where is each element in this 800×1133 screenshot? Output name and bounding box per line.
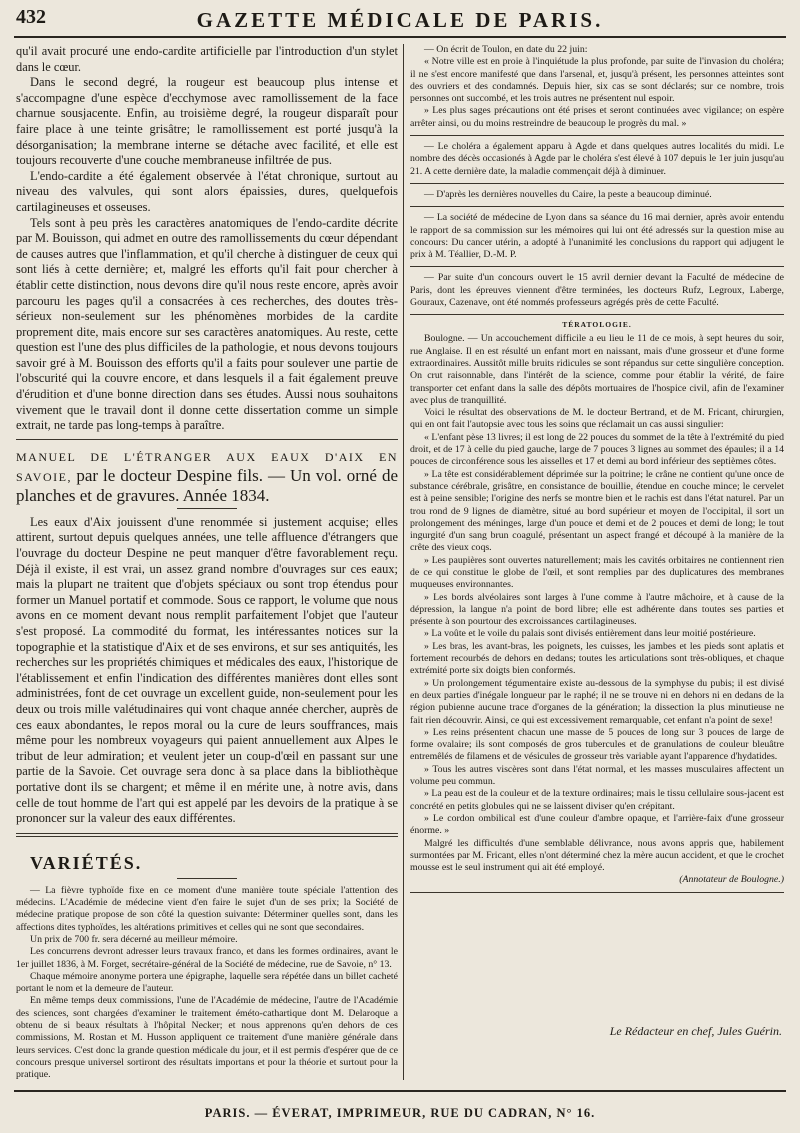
paragraph: Un prix de 700 fr. sera décerné au meilleur mémoire.	[30, 933, 238, 945]
end-rule	[410, 892, 784, 893]
paragraph: « L'enfant pèse 13 livres; il est long de 22 pouces du sommet de la tête à l'extrémité du pied droit, et de 17 à celle du pied gauche, large de 7 pouces 3 lignes au sommet des épaules; il a 14 pouces de circonférence sous les aisselles et 17 et demi au bord inférieur des septièmes côtes.	[410, 431, 784, 468]
paragraph: — La fièvre typhoïde fixe en ce moment d'une manière toute spéciale l'attention des médecins. L'Académie de médecine vient d'en faire le sujet d'un de ses prix; la Société de médecine pratique propose de son côté la question suivante: Déterminer quelles sont, dans les affections dites typhoïdes, les altérations primitives et celles qui ne sont que secondaires.	[16, 884, 398, 933]
paragraph: — La société de médecine de Lyon dans sa séance du 16 mai dernier, après avoir entendu le rapport de sa commission sur les mémoires qui lui ont été adressés sur la question mise au concours: Du cancer utérin, a adopté à l'unanimité les conclusions du rapport qui adjugent le prix à M. Téallier, D.-M. P.	[410, 212, 784, 261]
news-rule	[410, 206, 784, 207]
paragraph: Les eaux d'Aix jouissent d'une renommée si justement acquise; elles attirent, surtout depuis quelques années, une telle affluence d'étrangers que l'ouvrage du docteur Despine ne peut manquer d'être favorablement reçu. Déjà il existe, il est vrai, un assez grand nombre d'ouvrages sur ces eaux; mais la plupart ne traitent que d'objets spéciaux ou sont trop étendus pour former un Manuel portatif et commode. Sous ce rapport, le volume que nous avons en ce moment devant nous remplit parfaitement l'objet que l'auteur s'est proposé. La commodité du format, les intéressantes notices sur la topographie et la statistique d'Aix et de ses environs, et sur ses antiquités, les recherches sur les propriétés chimiques et médicales des eaux, l'historique de l'établissement et enfin l'indication des différentes manières dont elles sont administrées, font de cet ouvrage un excellent guide, non-seulement pour les deux ou trois mille valétudinaires qui vont chaque année chercher, auprès de ces eaux abondantes, le repos moral ou la cure de leurs souffrances, mais même pour les nombreux voyageurs qui paient annuellement aux Alpes le tribut de leur admiration; et veulent jeter un coup-d'œil en passant sur une partie de la Savoie. Cet ouvrage sera donc à sa place dans la bibliothèque portative dont ils se chargent; et même il en mérite une, à notre avis, dans celle de tout homme de l'art qui est appelé par les devoirs de la pratique à se prononcer sur la valeur des eaux différentes.	[16, 514, 398, 826]
short-rule	[177, 508, 237, 509]
paragraph: » Les bras, les avant-bras, les poignets, les cuisses, les jambes et les pieds sont aplatis et fortement recourbés de dehors en dedans; toutes les articulations sont très-obliques, et chaque extrémité porte six doigts bien conformés.	[410, 640, 784, 677]
book-review-title	[16, 448, 398, 506]
paragraph: » Les bords alvéolaires sont larges à l'une comme à l'autre mâchoire, et à cause de la dépression, la langue n'a point de bord libre; elle est adhérente dans toutes ses parties et présente à son pourtour des excroissances cartilagineuses.	[410, 591, 784, 628]
book-title-line-2: par le docteur Despine fils. — Un vol. orné de planches et de gravures. Année 1834.	[16, 465, 398, 505]
paragraph: » La voûte et le voile du palais sont divisés entièrement dans leur moitié postérieure.	[424, 628, 756, 640]
paragraph: — Par suite d'un concours ouvert le 15 avril dernier devant la Faculté de médecine de Paris, dont les épreuves viennent d'être terminées, les docteurs Rufz, Legroux, Laberge, Gouraux, Cazenave, ont été nommés professeurs agrégés près de cette Faculté.	[410, 272, 784, 309]
left-column	[16, 44, 398, 1080]
varietes-heading: VARIÉTÉS.	[30, 852, 143, 873]
paragraph: qu'il avait procuré une endo-cardite artificielle par l'introduction d'un stylet dans le cœur.	[16, 44, 398, 74]
printer-footer: PARIS. — ÉVERAT, IMPRIMEUR, RUE DU CADRAN, N° 16.	[14, 1090, 786, 1121]
paragraph: » La peau est de la couleur et de la texture ordinaires; mais le tissu cellulaire sous-jacent est concrété en petits globules qui ne se laissent diviser qu'en crépitant.	[410, 788, 784, 812]
paragraph: Les concurrens devront adresser leurs travaux franco, et dans les formes ordinaires, avant le 1er juillet 1836, à M. Forget, secrétaire-général de la Société de médecine, rue de Savoie, n° 13.	[16, 946, 398, 970]
teratologie-heading: TÉRATOLOGIE.	[562, 320, 632, 330]
news-rule	[410, 135, 784, 136]
paragraph: « Notre ville est en proie à l'inquiétude la plus profonde, par suite de l'invasion du choléra; il ne s'est encore manifesté que dans l'arsenal, et, jusqu'à présent, les personnes atteintes sont des ouvriers et des condamnés. Depuis hier, six cas se sont déclarés; sur ce nombre, trois personnes ont succombé, et les trois autres ne présentent nul espoir.	[410, 56, 784, 105]
news-rule	[410, 266, 784, 267]
news-rule	[410, 183, 784, 184]
paragraph: Tels sont à peu près les caractères anatomiques de l'endo-cardite décrite par M. Bouisson, qui admet en outre des ramollissements du cœur dépendant de causes autres que l'inflammation, et qu'il cherche à distinguer de ceux qui sont liés à cette dernière; et, malgré les efforts qu'il fait pour chercher à établir cette distinction, nous devons dire qu'il nous reste encore, après avoir parcouru les pages qu'il a consacrées à ces recherches, des doutes très-sérieux non-seulement sur les phénomènes morbides de la cardite proprement dite, mais encore sur ses caractères anatomiques. Au reste, cette question est l'une des plus difficiles de la pathologie, et nous devons toujours savoir gré à M. Bouisson des efforts qu'il a faits pour soulever une partie de l'obscurité qui la couvre encore, et dans lesquels il a fait également preuve d'érudition et d'une bonne direction dans ses études. Aussi nous souhaitons vivement que le travail dont il donne cette dissertation comme un simple extrait, ne tarde pas long-temps à paraître.	[16, 215, 398, 433]
paragraph: Voici le résultat des observations de M. le docteur Bertrand, et de M. Fricant, chirurgien, qui en ont fait l'autopsie avec tous les soins que réclamait un cas aussi singulier:	[410, 407, 784, 431]
paragraph: Boulogne. — Un accouchement difficile a eu lieu le 11 de ce mois, à sept heures du soir, rue Anglaise. Il en est résulté un enfant mort en naissant, mais d'une grosseur et d'une forme extraordinaires. Aussitôt mille bruits ridicules se sont répandus sur cette singulière conception. On crut raisonnable, dans l'intérêt de la science, comme pour établir la vérité, de faire transporter cet enfant dans la salle des dépôts mortuaires de l'hospice civil, afin de l'examiner avec plus de tranquillité.	[410, 333, 784, 406]
signature: (Annotateur de Boulogne.)	[679, 874, 784, 886]
page-header	[14, 4, 786, 38]
paragraph: — Le choléra a également apparu à Agde et dans quelques autres localités du midi. Le nombre des décès occasionés à Agde par le choléra s'est élevé à 107 depuis le 1er juin jusqu'au 21. A cette dernière date, la maladie commençait déjà à diminuer.	[410, 141, 784, 177]
paragraph: L'endo-cardite a été également observée à l'état chronique, surtout au niveau des valvules, qui sont alors épaissies, dures, quelquefois cartilagineuses et osseuses.	[16, 168, 398, 214]
right-column	[410, 44, 784, 1080]
paragraph: » La tête est considérablement déprimée sur la poitrine; le crâne ne contient qu'une once de substance cérébrale, grisâtre, en consistance de bouillie, étendue en couche mince; le cervelet est à peine sensible; l'origine des nerfs se montre bien et le rachis est dans l'état naturel. Par un trou rond de 9 lignes de diamètre, situé au bord supérieur et moyen de l'occipital, il sort un prolongement des méninges, large d'un pouce et demi et de 2 pouces et demi de long; le tout ingurgité d'un sang brun coagulé, présentant un aspect frangé et découpé à la manière de la crête des vieux coqs.	[410, 468, 784, 554]
section-rule	[16, 439, 398, 440]
paragraph: » Tous les autres viscères sont dans l'état normal, et les masses musculaires affectent un volume peu commun.	[410, 763, 784, 788]
double-rule	[16, 833, 398, 837]
paragraph: » Les plus sages précautions ont été prises et seront continuées avec vigilance; on espère arrêter ainsi, ou du moins restreindre de beaucoup le progrès du mal. »	[410, 105, 784, 129]
journal-title: GAZETTE MÉDICALE DE PARIS.	[196, 8, 604, 32]
news-rule	[410, 314, 784, 315]
paragraph: » Un prolongement tégumentaire existe au-dessous de la symphyse du pubis; il est divisé en deux parties d'inégale longueur par le raphé; il ne se trouve ni en dehors ni en dedans de la région pubienne aucune trace d'organes de la génération; la dissection la plus minutieuse ne fait rien découvrir. Ainsi, ce qui est excessivement remarquable, cet enfant n'a point de sexe!	[410, 677, 784, 726]
editor-in-chief-line: Le Rédacteur en chef, Jules Guérin.	[609, 1024, 782, 1038]
paragraph: Malgré les difficultés d'une semblable délivrance, nous avons appris que, habilement surmontées par M. Fricant, elles n'ont déterminé chez la mère aucun accident, et que le crochet mousse est le seul instrument qui ait été employé.	[410, 837, 784, 874]
paragraph: » Les reins présentent chacun une masse de 5 pouces de long sur 3 pouces de large de forme ovalaire; ils sont composés de gros tubercules et de granulations de couleur bleuâtre entremêlés de filamens et de vésicules de grosseur très variable ayant l'apparence d'hydatides.	[410, 726, 784, 763]
paragraph: Chaque mémoire anonyme portera une épigraphe, laquelle sera répétée dans un billet cacheté portant le nom et la demeure de l'auteur.	[16, 970, 398, 995]
paragraph: — D'après les dernières nouvelles du Caire, la peste a beaucoup diminué.	[424, 188, 712, 200]
short-rule	[177, 878, 237, 879]
paragraph: En même temps deux commissions, l'une de l'Académie de médecine, l'autre de l'Académie des sciences, sont chargées d'examiner le traitement éméto-cathartique dont M. Delaroque a obtenu de si beaux résultats à l'hôpital Necker; et nous apprenons qu'en dehors de ces commissions, M. Rostan et M. Husson appliquent ce traitement d'une manière générale dans leurs services. C'est donc la grande question médicale du jour, et il est permis d'espérer que de ce concours presque universel sortiront des résultats importans et pour la théorie et surtout pour la pratique.	[16, 995, 398, 1080]
book-title-line-1: MANUEL DE L'ÉTRANGER AUX EAUX D'AIX EN SAVOIE,	[16, 449, 398, 484]
page-number: 432	[16, 6, 46, 28]
paragraph: — On écrit de Toulon, en date du 22 juin:	[424, 44, 588, 55]
paragraph: Dans le second degré, la rougeur est beaucoup plus intense et s'accompagne d'une espèce d'ecchymose avec ramollissement de la face charnue sousjacente. Enfin, au troisième degré, la rougeur disparaît pour faire place à une teinte grisâtre; le ramollissement est porté jusqu'à la désorganisation; la membrane interne se détache avec facilité, et elle est toujours recouverte d'une couche membraneuse infiltrée de pus.	[16, 75, 398, 168]
paragraph: » Les paupières sont ouvertes naturellement; mais les cavités orbitaires ne contiennent rien de ce qui constitue le globe de l'œil, et sont remplies par des duplicatures des membranes muqueuses environnantes.	[410, 554, 784, 591]
columns	[16, 44, 784, 1080]
paragraph: » Le cordon ombilical est d'une couleur d'ambre opaque, et l'arrière-faix d'une grosseur énorme. »	[410, 812, 784, 837]
column-divider	[403, 44, 404, 1080]
